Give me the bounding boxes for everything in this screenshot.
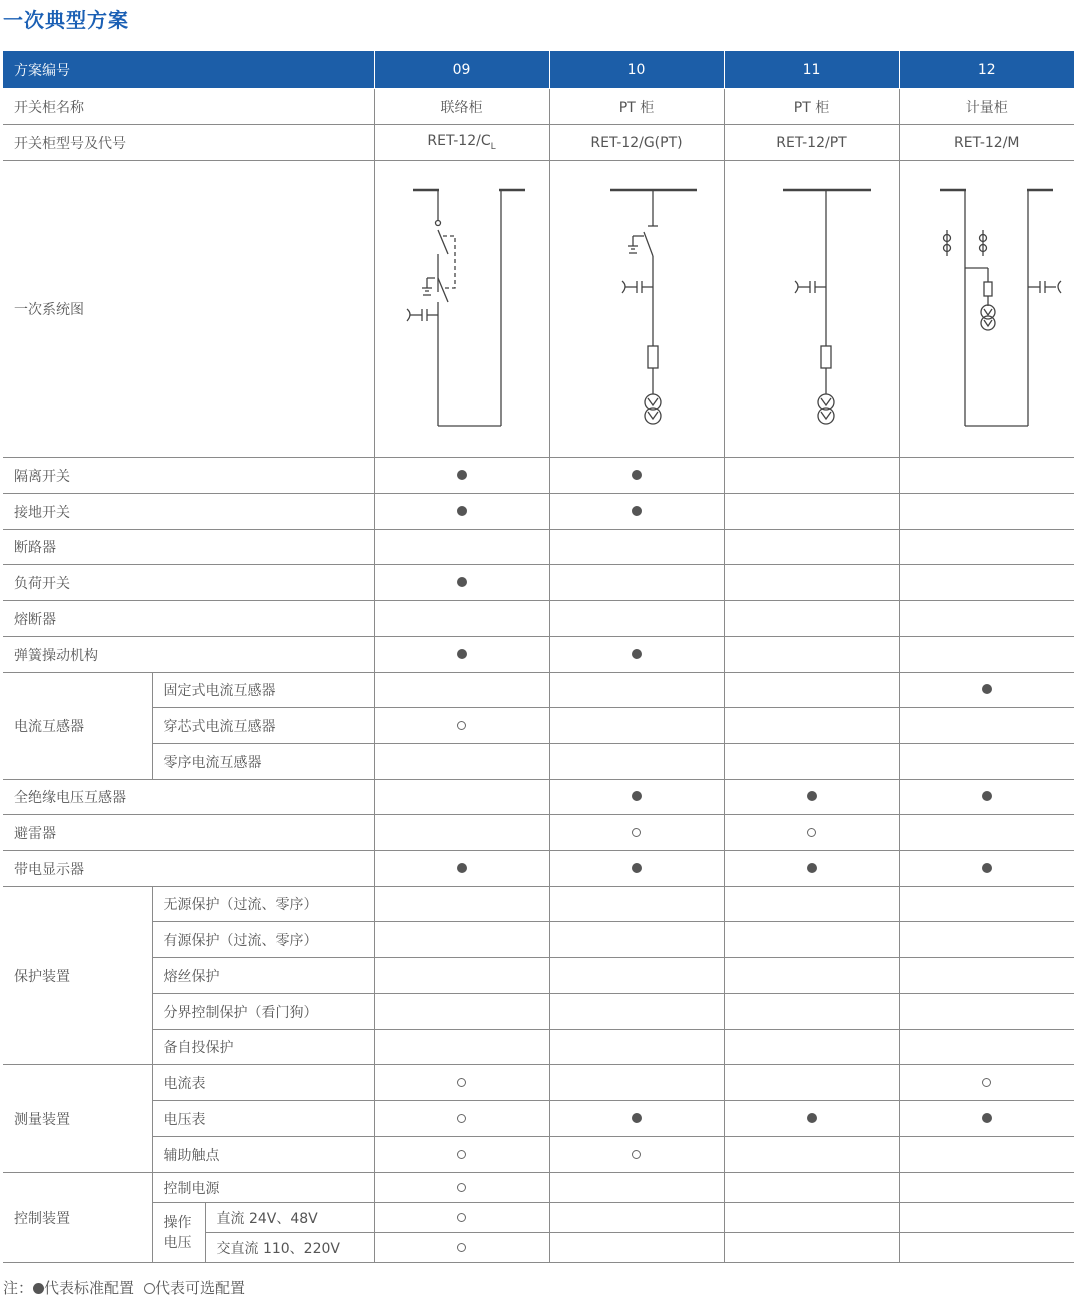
standard-dot-icon xyxy=(457,577,467,587)
cell xyxy=(549,1065,724,1101)
cell xyxy=(549,1233,724,1263)
cell xyxy=(549,1203,724,1233)
col-12: 12 xyxy=(899,51,1074,89)
cell xyxy=(549,887,724,922)
standard-dot-icon xyxy=(457,470,467,480)
cell xyxy=(724,780,899,815)
sub-label: 无源保护（过流、零序） xyxy=(152,887,374,922)
row-label: 断路器 xyxy=(3,530,374,565)
cell: 联络柜 xyxy=(374,89,549,125)
cell xyxy=(549,530,724,565)
cell xyxy=(724,637,899,673)
cell xyxy=(899,530,1074,565)
cell xyxy=(899,780,1074,815)
scheme-table xyxy=(3,51,1074,1263)
row-live-display xyxy=(3,851,1074,887)
pt-cabinet-diagram xyxy=(727,164,897,454)
cell xyxy=(724,1233,899,1263)
pt-cabinet-diagram xyxy=(552,164,722,454)
row-breaker xyxy=(3,530,1074,565)
row-label: 负荷开关 xyxy=(3,565,374,601)
col-10: 10 xyxy=(549,51,724,89)
row-control-op-1 xyxy=(3,1203,1074,1233)
standard-dot-icon xyxy=(632,470,642,480)
cell xyxy=(724,815,899,851)
standard-dot-icon xyxy=(807,791,817,801)
cell xyxy=(374,887,549,922)
cell xyxy=(724,958,899,994)
cell xyxy=(724,851,899,887)
cell xyxy=(899,1065,1074,1101)
cell: RET-12/M xyxy=(899,125,1074,161)
tie-cabinet-diagram xyxy=(377,164,547,454)
cell xyxy=(549,851,724,887)
sub-label: 熔丝保护 xyxy=(152,958,374,994)
cell xyxy=(899,601,1074,637)
cell xyxy=(899,744,1074,780)
cell xyxy=(549,494,724,530)
standard-dot-icon xyxy=(807,1113,817,1123)
row-arrester xyxy=(3,815,1074,851)
sub-label: 控制电源 xyxy=(152,1173,374,1203)
cell xyxy=(899,458,1074,494)
row-cabinet-model xyxy=(3,125,1074,161)
note-optional: 代表可选配置 xyxy=(155,1279,246,1297)
optional-circle-icon xyxy=(457,721,466,730)
cell xyxy=(899,1030,1074,1065)
row-protection-4 xyxy=(3,994,1074,1030)
group-label: 保护装置 xyxy=(3,887,152,1065)
cell xyxy=(549,458,724,494)
cell xyxy=(374,673,549,708)
optional-circle-icon xyxy=(982,1078,991,1087)
diagram-11 xyxy=(724,161,899,458)
cell xyxy=(724,994,899,1030)
cell xyxy=(374,458,549,494)
cell xyxy=(899,1101,1074,1137)
sub-label: 直流 24V、48V xyxy=(205,1203,374,1233)
cell xyxy=(374,530,549,565)
sub-label: 穿芯式电流互感器 xyxy=(152,708,374,744)
row-protection-3 xyxy=(3,958,1074,994)
cell xyxy=(374,601,549,637)
row-protection-1 xyxy=(3,887,1074,922)
optional-circle-icon xyxy=(144,1283,155,1294)
cell xyxy=(724,887,899,922)
cell xyxy=(374,958,549,994)
row-label: 熔断器 xyxy=(3,601,374,637)
optional-circle-icon xyxy=(457,1183,466,1192)
cell xyxy=(374,780,549,815)
standard-dot-icon xyxy=(982,684,992,694)
optional-circle-icon xyxy=(457,1114,466,1123)
cell xyxy=(724,494,899,530)
cell xyxy=(549,1101,724,1137)
row-label: 弹簧操动机构 xyxy=(3,637,374,673)
cell xyxy=(549,708,724,744)
row-protection-5 xyxy=(3,1030,1074,1065)
cell xyxy=(724,530,899,565)
standard-dot-icon xyxy=(982,1113,992,1123)
row-label: 开关柜型号及代号 xyxy=(3,125,374,161)
cell: RET-12/PT xyxy=(724,125,899,161)
cell xyxy=(549,1137,724,1173)
standard-dot-icon xyxy=(632,506,642,516)
cell xyxy=(374,1203,549,1233)
cell xyxy=(724,601,899,637)
cell xyxy=(549,994,724,1030)
cell: RET-12/G(PT) xyxy=(549,125,724,161)
row-measure-3 xyxy=(3,1137,1074,1173)
row-measure-1 xyxy=(3,1065,1074,1101)
note-standard: 代表标准配置 xyxy=(44,1279,135,1297)
cell xyxy=(374,637,549,673)
standard-dot-icon xyxy=(632,1113,642,1123)
cell xyxy=(374,815,549,851)
optional-circle-icon xyxy=(632,828,641,837)
optional-circle-icon xyxy=(457,1078,466,1087)
sub-label: 电压表 xyxy=(152,1101,374,1137)
sub-label: 交直流 110、220V xyxy=(205,1233,374,1263)
optional-circle-icon xyxy=(457,1213,466,1222)
row-label: 开关柜名称 xyxy=(3,89,374,125)
row-label: 隔离开关 xyxy=(3,458,374,494)
group-label: 电流互感器 xyxy=(3,673,152,780)
row-spring-mech xyxy=(3,637,1074,673)
cell xyxy=(899,637,1074,673)
sub-label: 备自投保护 xyxy=(152,1030,374,1065)
optional-circle-icon xyxy=(632,1150,641,1159)
col-09: 09 xyxy=(374,51,549,89)
header-label: 方案编号 xyxy=(3,51,374,89)
cell xyxy=(724,1065,899,1101)
cell xyxy=(549,780,724,815)
cell xyxy=(899,922,1074,958)
standard-dot-icon xyxy=(457,863,467,873)
sub-label: 分界控制保护（看门狗） xyxy=(152,994,374,1030)
cell xyxy=(549,601,724,637)
cell xyxy=(374,1065,549,1101)
cell xyxy=(549,744,724,780)
row-ct-3 xyxy=(3,744,1074,780)
standard-dot-icon xyxy=(632,649,642,659)
cell xyxy=(374,565,549,601)
cell xyxy=(374,125,549,161)
sub-label: 有源保护（过流、零序） xyxy=(152,922,374,958)
cell xyxy=(724,1203,899,1233)
group-label: 测量装置 xyxy=(3,1065,152,1173)
standard-dot-icon xyxy=(982,791,992,801)
cell xyxy=(724,1137,899,1173)
cell: 计量柜 xyxy=(899,89,1074,125)
cell xyxy=(374,922,549,958)
standard-dot-icon xyxy=(457,649,467,659)
row-ct-1 xyxy=(3,673,1074,708)
legend-note xyxy=(3,1277,245,1298)
cell xyxy=(899,565,1074,601)
diagram-12 xyxy=(899,161,1074,458)
cell: PT 柜 xyxy=(549,89,724,125)
cell xyxy=(549,1173,724,1203)
page-title: 一次典型方案 xyxy=(3,8,129,32)
row-fuse xyxy=(3,601,1074,637)
cell xyxy=(374,994,549,1030)
cell xyxy=(549,565,724,601)
diagram-10 xyxy=(549,161,724,458)
cell xyxy=(899,887,1074,922)
note-prefix: 注： xyxy=(3,1279,34,1297)
cell xyxy=(899,1173,1074,1203)
sub-label: 电流表 xyxy=(152,1065,374,1101)
cell xyxy=(724,565,899,601)
row-ct-2 xyxy=(3,708,1074,744)
row-control-power xyxy=(3,1173,1074,1203)
cell xyxy=(899,958,1074,994)
row-label: 避雷器 xyxy=(3,815,374,851)
cell xyxy=(724,708,899,744)
cell xyxy=(374,1233,549,1263)
row-measure-2 xyxy=(3,1101,1074,1137)
cell xyxy=(549,637,724,673)
cell xyxy=(899,494,1074,530)
col-11: 11 xyxy=(724,51,899,89)
cell xyxy=(724,1101,899,1137)
cell xyxy=(724,1030,899,1065)
cell xyxy=(374,1137,549,1173)
cell-text: RET-12/C xyxy=(427,133,491,150)
diagram-09 xyxy=(374,161,549,458)
cell xyxy=(724,673,899,708)
cell xyxy=(374,851,549,887)
header-row xyxy=(3,51,1074,89)
cell xyxy=(549,958,724,994)
sub-label: 辅助触点 xyxy=(152,1137,374,1173)
sub-label: 零序电流互感器 xyxy=(152,744,374,780)
sub-label: 固定式电流互感器 xyxy=(152,673,374,708)
cell xyxy=(899,994,1074,1030)
optional-circle-icon xyxy=(807,828,816,837)
standard-dot-icon xyxy=(457,506,467,516)
cell xyxy=(899,815,1074,851)
cell xyxy=(374,1030,549,1065)
cell xyxy=(374,494,549,530)
metering-cabinet-diagram xyxy=(902,164,1072,454)
standard-dot-icon xyxy=(632,791,642,801)
cell-subscript: L xyxy=(490,141,496,152)
cell xyxy=(724,922,899,958)
cell xyxy=(374,744,549,780)
cell xyxy=(899,851,1074,887)
cell xyxy=(724,1173,899,1203)
row-label: 一次系统图 xyxy=(3,161,374,458)
cell: PT 柜 xyxy=(724,89,899,125)
cell xyxy=(549,673,724,708)
group-label: 控制装置 xyxy=(3,1173,152,1263)
standard-dot-icon xyxy=(982,863,992,873)
row-label: 全绝缘电压互感器 xyxy=(3,780,374,815)
row-load-switch xyxy=(3,565,1074,601)
cell xyxy=(899,708,1074,744)
cell xyxy=(724,458,899,494)
row-isolator xyxy=(3,458,1074,494)
cell xyxy=(899,1203,1074,1233)
row-earthing xyxy=(3,494,1074,530)
row-vt xyxy=(3,780,1074,815)
cell xyxy=(374,708,549,744)
cell xyxy=(374,1173,549,1203)
row-diagram xyxy=(3,161,1074,458)
cell xyxy=(549,1030,724,1065)
cell xyxy=(549,815,724,851)
cell xyxy=(724,744,899,780)
row-cabinet-name xyxy=(3,89,1074,125)
row-protection-2 xyxy=(3,922,1074,958)
cell xyxy=(899,1137,1074,1173)
cell xyxy=(374,1101,549,1137)
optional-circle-icon xyxy=(457,1243,466,1252)
cell xyxy=(899,1233,1074,1263)
row-label: 带电显示器 xyxy=(3,851,374,887)
standard-dot-icon xyxy=(807,863,817,873)
cell xyxy=(549,922,724,958)
standard-dot-icon xyxy=(632,863,642,873)
op-voltage-label: 操作电压 xyxy=(152,1203,205,1263)
standard-dot-icon xyxy=(33,1283,44,1294)
row-label: 接地开关 xyxy=(3,494,374,530)
cell xyxy=(899,673,1074,708)
optional-circle-icon xyxy=(457,1150,466,1159)
